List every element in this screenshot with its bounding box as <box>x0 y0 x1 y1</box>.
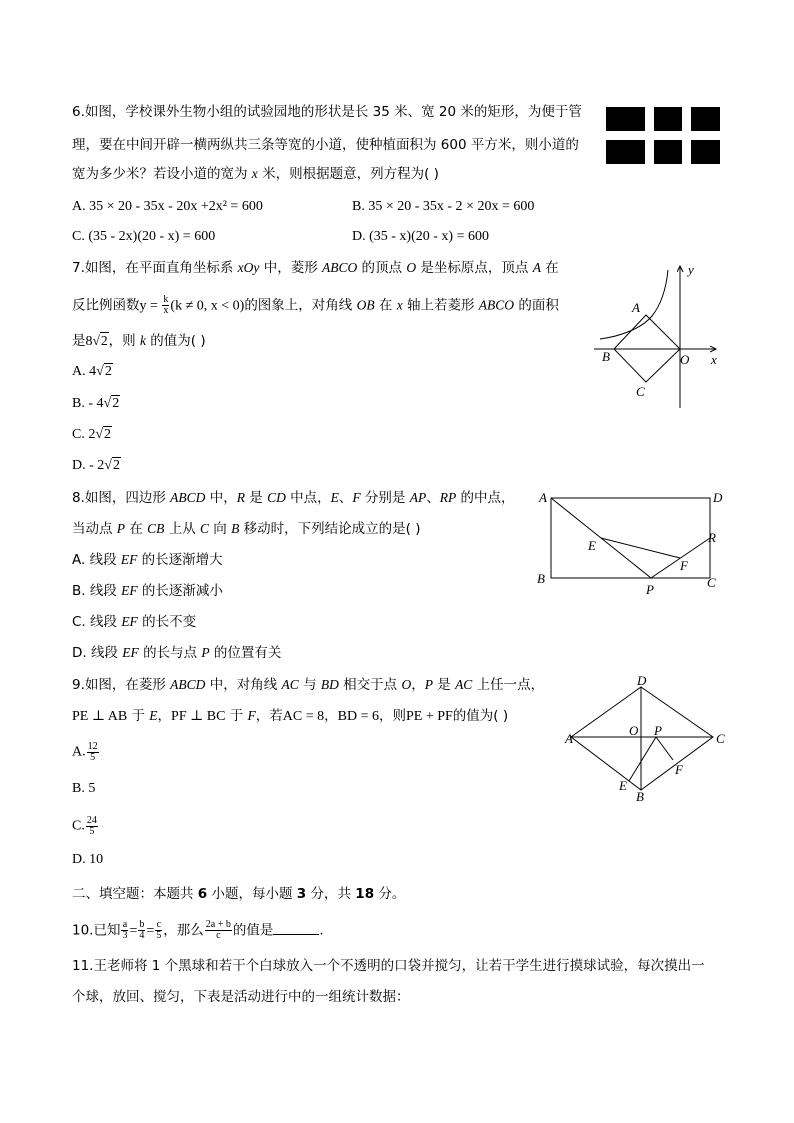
q6-garden-figure <box>606 107 720 164</box>
label-p: P <box>646 582 654 597</box>
label-a: A <box>632 300 640 315</box>
section-2-heading: 二、填空题：本题共 6 小题，每小题 3 分，共 18 分。 <box>72 886 406 902</box>
q6-line3: 宽为多少米？若设小道的宽为 x 米，则根据题意，列方程为( ) <box>72 166 439 182</box>
q7-line1: 7.如图，在平面直角坐标系 xOy 中，菱形 ABCO 的顶点 O 是坐标原点，顶点 A 在 <box>72 260 559 276</box>
label-b: B <box>636 789 644 804</box>
q7-option-c: C. 2√2 <box>72 427 112 442</box>
q9-rhombus-figure <box>562 672 730 806</box>
q9-option-a: A. $\frac{12}{5}$ <box>72 741 98 763</box>
answer-blank[interactable] <box>273 922 319 935</box>
b-over-4: $\frac{b}{4}$ <box>139 919 145 941</box>
horizontal-path <box>606 131 720 140</box>
label-o: O <box>680 352 690 367</box>
k-over-x-fraction: $\frac{k}{x}$ <box>163 294 169 316</box>
q8-option-b: B. 线段 EF 的长逐渐减小 <box>72 583 223 599</box>
label-c: C <box>707 575 716 590</box>
segment-pf <box>656 737 673 760</box>
q9-line1: 9.如图，在菱形 ABCD 中，对角线 AC 与 BD 相交于点 O，P 是 AC 上任一点， <box>72 677 545 693</box>
q9-line2: PE ⊥ AB 于 E，PF ⊥ BC 于 F，若AC = 8，BD = 6，则PE + PF的值为( ) <box>72 708 509 724</box>
q8-line1: 8.如图，四边形 ABCD 中，R 是 CD 中点，E、F 分别是 AP、RP 的中点， <box>72 490 515 506</box>
q9-option-c: C. $\frac{24}{5}$ <box>72 815 97 837</box>
q11-line2: 个球，放回、搅匀，下表是活动进行中的一组统计数据： <box>72 989 410 1005</box>
label-x: x <box>711 352 717 367</box>
q7-option-b: B. - 4√2 <box>72 396 120 411</box>
a-over-3: $\frac{a}{3}$ <box>122 919 128 941</box>
label-b: B <box>602 349 610 364</box>
q8-option-a: A. 线段 EF 的长逐渐增大 <box>72 552 223 568</box>
vertical-path-left <box>645 107 654 164</box>
q8-line2: 当动点 P 在 CB 上从 C 向 B 移动时，下列结论成立的是( ) <box>72 521 421 537</box>
q11-line1: 11.王老师将 1 个黑球和若干个白球放入一个不透明的口袋并搅匀，让若干学生进行摸球试验，每次摸出一 <box>72 958 705 974</box>
q6-line2: 理，要在中间开辟一横两纵共三条等宽的小道，使种植面积为 600 平方米，则小道的 <box>72 137 579 153</box>
label-c: C <box>636 384 645 399</box>
label-e: E <box>619 778 627 793</box>
q9-option-d: D. 10 <box>72 852 104 867</box>
label-p: P <box>654 723 662 738</box>
rhombus-abcd <box>571 687 713 790</box>
q6-option-a: A. 35 × 20 - 35x - 20x +2x² = 600 <box>72 199 263 214</box>
label-b: B <box>537 571 545 586</box>
q9-option-b: B. 5 <box>72 781 96 796</box>
q7-option-a: A. 4√2 <box>72 364 112 379</box>
label-f: F <box>680 558 688 573</box>
q6-option-c: C. (35 - 2x)(20 - x) = 600 <box>72 229 216 244</box>
twentyfour-fifths: $\frac{24}{5}$ <box>86 815 97 837</box>
label-d: D <box>713 490 723 505</box>
q6-line1: 6.如图，学校课外生物小组的试验园地的形状是长 35 米、宽 20 米的矩形，为便于管 <box>72 104 582 120</box>
q8-option-c: C. 线段 EF 的长不变 <box>72 614 197 630</box>
label-a: A <box>565 731 573 746</box>
vertical-path-right <box>682 107 691 164</box>
q10-line: 10.已知 $\frac{a}{3}$ = $\frac{b}{4}$ = $\frac{c}{5}$ ，那么 $\frac{2a + b}{c}$ 的值是 . <box>72 919 324 941</box>
q7-rhombus-figure <box>592 260 727 410</box>
q8-option-d: D. 线段 EF 的长与点 P 的位置有关 <box>72 645 282 661</box>
label-r: R <box>708 530 716 545</box>
q6-option-d: D. (35 - x)(20 - x) = 600 <box>352 229 489 244</box>
q7-line2: 反比例函数y = $\frac{k}{x}$ (k ≠ 0, x < 0)的图象上，对角线 OB 在 x 轴上若菱形 ABCO 的面积 <box>72 294 559 316</box>
label-y: y <box>688 262 694 277</box>
label-d: D <box>637 673 647 688</box>
label-c: C <box>716 731 725 746</box>
expression-fraction: $\frac{2a + b}{c}$ <box>205 919 231 941</box>
label-a: A <box>539 490 547 505</box>
q6-option-b: B. 35 × 20 - 35x - 2 × 20x = 600 <box>352 199 535 214</box>
label-o: O <box>629 723 639 738</box>
c-over-5: $\frac{c}{5}$ <box>156 919 162 941</box>
twelve-fifths: $\frac{12}{5}$ <box>87 741 98 763</box>
q7-option-d: D. - 2√2 <box>72 458 120 473</box>
segment-pe <box>629 737 656 781</box>
q7-line3: 是8√2，则 k 的值为( ) <box>72 333 206 349</box>
q8-quadrilateral-figure <box>534 488 730 598</box>
label-e: E <box>588 538 596 553</box>
label-f: F <box>675 762 683 777</box>
